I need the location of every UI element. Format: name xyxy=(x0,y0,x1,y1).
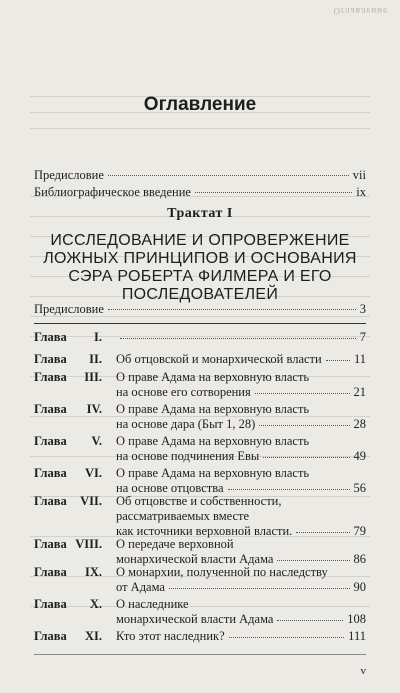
chapter-title xyxy=(116,352,366,367)
toc-entry-label: Предисловие xyxy=(34,302,104,316)
chapter-word: Глава xyxy=(34,330,67,344)
leader-dots xyxy=(229,637,345,638)
chapter-number: XI. xyxy=(84,629,102,643)
chapter-page: 108 xyxy=(347,612,366,626)
chapter-number: VII. xyxy=(80,494,102,508)
leader-dots xyxy=(169,588,350,589)
treatise-title-line: СЭРА РОБЕРТА ФИЛМЕРА И ЕГО xyxy=(68,268,332,285)
chapter-title-line: О передаче верховной xyxy=(116,537,234,551)
divider xyxy=(34,654,366,655)
leader-dots xyxy=(326,360,350,361)
chapter-title-line: О праве Адама на верховную власть xyxy=(116,466,310,480)
chapter-page: 21 xyxy=(353,385,366,399)
running-head-mirrored: Оглавление xyxy=(333,6,388,16)
chapter-page: 90 xyxy=(353,580,366,594)
chapter-title-line: как источники верховной власти. xyxy=(116,524,293,538)
divider xyxy=(34,323,366,324)
chapter-page: 49 xyxy=(353,449,366,463)
chapter-title xyxy=(116,330,366,345)
leader-dots xyxy=(108,309,356,310)
chapter-number: IV. xyxy=(86,402,102,416)
chapter-page: 11 xyxy=(353,352,366,366)
leader-dots xyxy=(277,560,349,561)
chapter-title xyxy=(116,597,366,627)
chapter-title-line: Кто этот наследник? xyxy=(116,629,225,643)
chapter-title-line: на основе подчинения Евы xyxy=(116,449,260,463)
chapter-title-line: от Адама xyxy=(116,580,165,594)
chapter-number: IX. xyxy=(84,565,102,579)
toc-entry-preface xyxy=(34,302,366,322)
toc-entry-page: 3 xyxy=(359,302,366,316)
toc-title: Оглавление xyxy=(143,94,257,115)
chapter-number: II. xyxy=(89,352,102,366)
chapter-word: Глава xyxy=(34,434,67,448)
chapter-word: Глава xyxy=(34,629,67,643)
chapter-word: Глава xyxy=(34,565,67,579)
treatise-title-line: ЛОЖНЫХ ПРИНЦИПОВ И ОСНОВАНИЯ xyxy=(43,250,357,267)
leader-dots xyxy=(259,425,349,426)
chapter-title-line: Об отцовстве и собственности, xyxy=(116,494,282,508)
chapter-title xyxy=(116,370,366,400)
chapter-page: 111 xyxy=(348,629,366,643)
chapter-title-line: О праве Адама на верховную власть xyxy=(116,370,310,384)
chapter-word: Глава xyxy=(34,597,67,611)
chapter-page: 7 xyxy=(359,330,366,344)
chapter-word: Глава xyxy=(34,370,67,384)
chapter-number: I. xyxy=(94,330,102,344)
chapter-title-line: О праве Адама на верховную власть xyxy=(116,434,310,448)
toc-entry-page: vii xyxy=(352,168,366,182)
chapter-word: Глава xyxy=(34,494,67,508)
chapter-title-line: О праве Адама на верховную власть xyxy=(116,402,310,416)
leader-dots xyxy=(108,175,349,176)
chapter-number: III. xyxy=(84,370,102,384)
chapter-title xyxy=(116,494,366,539)
chapter-title-line: рассматриваемых вместе xyxy=(116,509,250,523)
toc-entry-label: Предисловие xyxy=(34,168,104,182)
chapter-title-line: О наследнике xyxy=(116,597,189,611)
page-number: v xyxy=(360,665,366,677)
treatise-title-line: ПОСЛЕДОВАТЕЛЕЙ xyxy=(121,286,279,303)
chapter-title-line: на основе его сотворения xyxy=(116,385,251,399)
chapter-number: VI. xyxy=(84,466,102,480)
chapter-title-line: Об отцовской и монархической власти xyxy=(116,352,322,366)
leader-dots xyxy=(263,457,349,458)
chapter-title xyxy=(116,629,366,644)
toc-entry-label: Библиографическое введение xyxy=(34,185,191,199)
chapter-word: Глава xyxy=(34,402,67,416)
toc-entry-page: ix xyxy=(356,185,366,199)
chapter-title-line: монархической власти Адама xyxy=(116,612,274,626)
chapter-number: V. xyxy=(91,434,102,448)
chapter-number: X. xyxy=(89,597,102,611)
chapter-title-line: монархической власти Адама xyxy=(116,552,274,566)
chapter-title xyxy=(116,565,366,595)
chapter-page: 56 xyxy=(353,481,366,495)
chapter-page: 86 xyxy=(353,552,366,566)
chapter-page: 28 xyxy=(353,417,366,431)
leader-dots xyxy=(255,393,350,394)
treatise-title xyxy=(40,232,360,304)
leader-dots xyxy=(195,192,352,193)
leader-dots xyxy=(228,489,350,490)
chapter-title xyxy=(116,466,366,496)
chapter-title-line: О монархии, полученной по наследству xyxy=(116,565,328,579)
chapter-number: VIII. xyxy=(75,537,102,551)
chapter-word: Глава xyxy=(34,466,67,480)
leader-dots xyxy=(296,532,349,533)
chapter-page: 79 xyxy=(353,524,366,538)
chapter-title xyxy=(116,537,366,567)
chapter-title-line: на основе отцовства xyxy=(116,481,224,495)
chapter-title xyxy=(116,402,366,432)
chapter-title xyxy=(116,434,366,464)
treatise-label: Трактат I xyxy=(167,206,233,221)
chapter-word: Глава xyxy=(34,352,67,366)
treatise-title-line: ИССЛЕДОВАНИЕ И ОПРОВЕРЖЕНИЕ xyxy=(50,232,350,249)
leader-dots xyxy=(277,620,343,621)
leader-dots xyxy=(120,338,356,339)
chapter-word: Глава xyxy=(34,537,67,551)
chapter-title-line: на основе дара (Быт 1, 28) xyxy=(116,417,256,431)
toc-entry xyxy=(34,185,366,205)
